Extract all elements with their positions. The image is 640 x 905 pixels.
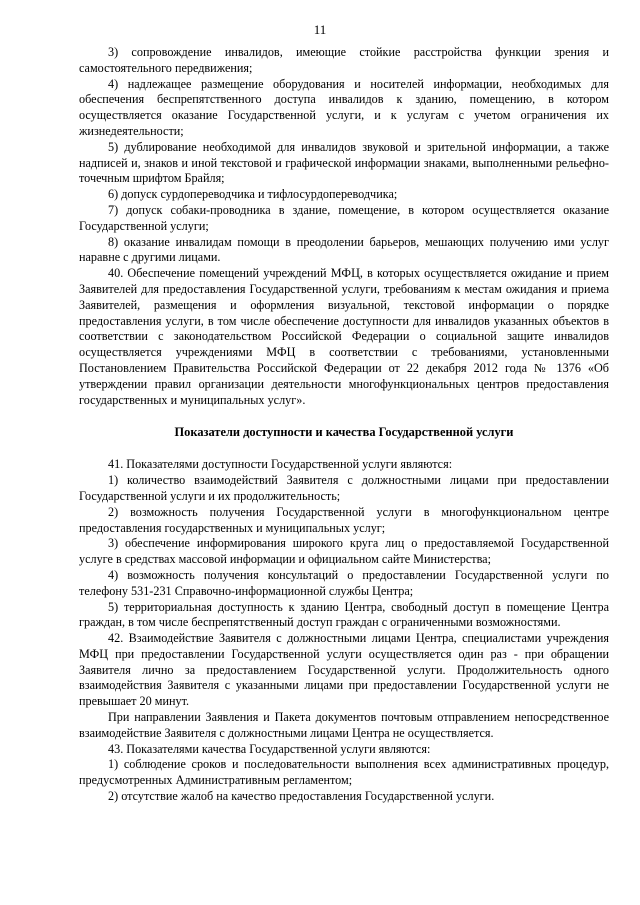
list-item: 1) соблюдение сроков и последовательности выполнения всех административных процедур, предусмотренных Административным регламентом; [79,757,609,788]
list-item: 3) обеспечение информирования широкого круга лиц о предоставляемой Государственной услуге в средствах массовой информации и официальном сайте Министерства; [79,536,609,567]
list-item: 6) допуск сурдопереводчика и тифлосурдопереводчика; [108,187,398,202]
page-number: 11 [313,22,327,37]
list-item: 5) территориальная доступность к зданию Центра, свободный доступ в помещение Центра граждан, в том числе беспрепятственный доступ граждан с ограниченными возможностями. [79,599,609,630]
list-item: 3) сопровождение инвалидов, имеющие стойкие расстройства функции зрения и самостоятельного передвижения; [79,45,609,75]
list-item: 8) оказание инвалидам помощи в преодолении барьеров, мешающих получению ими услуг наравне с другими лицами. [79,234,609,265]
list-item: 2) возможность получения Государственной услуги в многофункциональном центре предоставления государственных и муниципальных услуг; [79,504,609,535]
paragraph: 41. Показателями доступности Государственной услуги являются: [108,457,453,472]
paragraph: 43. Показателями качества Государственной услуги являются: [108,741,431,756]
list-item: 5) дублирование необходимой для инвалидов звуковой и зрительной информации, а также надписей и, знаков и иной текстовой и графической информации знаками, выполненными рельефно-точечным шрифтом Брайля; [79,139,609,186]
document-body [79,45,609,805]
paragraph: 42. Взаимодействие Заявителя с должностными лицами Центра, специалистами учреждения МФЦ при предоставлении Государственной услуги осуществляется один раз - при обращении Заявителя лично за предоставлением Государственной услуги. Продолжительность одного взаимодействия Заявителя с указанными лицами при предоставлении Государственной услуги не превышает 20 минут. [79,631,609,709]
section-heading: Показатели доступности и качества Государственной услуги [174,425,514,440]
list-item: 4) надлежащее размещение оборудования и носителей информации, необходимых для обеспечения беспрепятственного доступа инвалидов к зданию, помещению, в котором осуществляется оказание Государственной услуги, и к услугам с учетом ограничения их жизнедеятельности; [79,76,609,138]
list-item: 2) отсутствие жалоб на качество предоставления Государственной услуги. [108,789,495,804]
paragraph: При направлении Заявления и Пакета документов почтовым отправлением непосредственное взаимодействие Заявителя с должностными лицами Центра не осуществляется. [79,710,609,740]
paragraph: 40. Обеспечение помещений учреждений МФЦ, в которых осуществляется ожидание и прием Заявителей для предоставления Государственной услуги, требованиям к местам ожидания и приема Заявителей, размещения и оформления визуальной, текстовой информации о порядке предоставления услуги, в том числе обеспечение доступности для инвалидов указанных объектов в соответствии с законодательством Российской Федерации о социальной защите инвалидов осуществляется учреждениями МФЦ в соответствии с требованиями, установленными Постановлением Правительства Российской Федерации от 22 декабря 2012 года № 1376 «Об утверждении правил организации деятельности многофункциональных центров предоставления государственных и муниципальных услуг». [79,266,609,407]
list-item: 1) количество взаимодействий Заявителя с должностными лицами при предоставлении Государственной услуги и их продолжительность; [79,473,609,503]
list-item: 4) возможность получения консультаций о предоставлении Государственной услуги по телефону 531-231 Справочно-информационной службы Центра; [79,567,609,598]
list-item: 7) допуск собаки-проводника в здание, помещение, в котором осуществляется оказание Государственной услуги; [79,202,609,233]
